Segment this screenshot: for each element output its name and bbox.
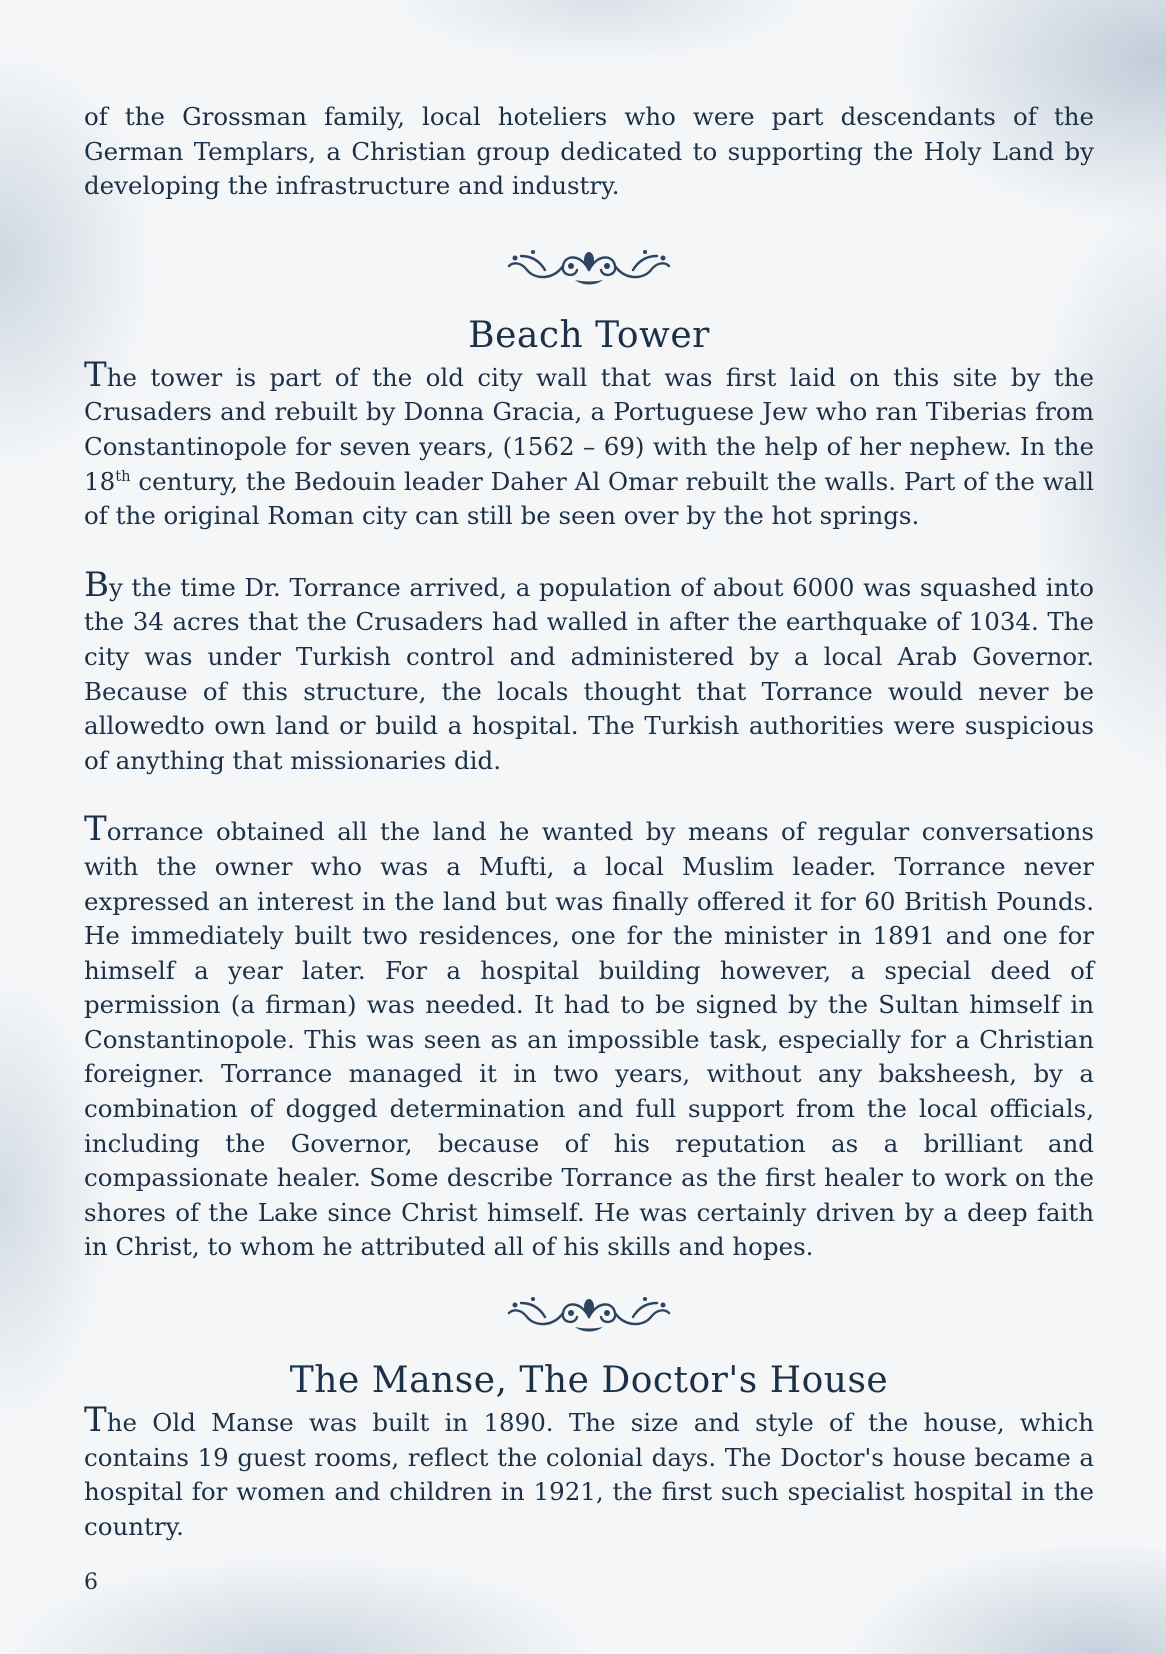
intro-paragraph: of the Grossman family, local hoteliers who were part descendants of the German Templars, a Christian group dedicated to supporting the Holy Land by developing the infrastructure and industry. — [84, 102, 1094, 201]
section-beach-tower — [84, 240, 1094, 1265]
drop-cap: T — [84, 354, 107, 395]
drop-cap: T — [84, 809, 107, 850]
floral-divider-icon — [84, 1287, 1094, 1335]
ordinal-suffix: th — [115, 467, 131, 485]
paragraph: The Old Manse was built in 1890. The size and style of the house, which contains 19 guest rooms, reflect the colonial days. The Doctor's house became a hospital for women and children in 1921, the first such specialist hospital in the country. — [84, 1400, 1094, 1541]
paragraph: By the time Dr. Torrance arrived, a population of about 6000 was squashed into the 34 acres that the Crusaders had walled in after the earthquake of 1034. The city was under Turkish control and administered by a local Arab Governor. Because of this structure, the locals thought that Torrance would never be allowedto own land or build a hospital. The Turkish authorities were suspicious of anything that missionaries did. — [84, 564, 1094, 775]
floral-divider-icon — [84, 240, 1094, 288]
section-title: Beach Tower — [468, 314, 710, 356]
page-content — [84, 100, 1094, 1544]
page-number: 6 — [84, 1570, 98, 1595]
drop-cap: B — [84, 564, 109, 605]
paragraph: The tower is part of the old city wall that was first laid on this site by the Crusaders and rebuilt by Donna Gracia, a Portuguese Jew who ran Tiberias from Constantinopole for seven years, (1562 – 69) with the help of her nephew. In the 18th century, the Bedouin leader Daher Al Omar rebuilt the walls. Part of the wall of the original Roman city can still be seen over by the hot springs. — [84, 354, 1094, 531]
section-title: The Manse, The Doctor's House — [289, 1360, 889, 1402]
section-manse — [84, 1287, 1094, 1544]
drop-cap: T — [84, 1400, 107, 1441]
paragraph: Torrance obtained all the land he wanted by means of regular conversations with the owner who was a Mufti, a local Muslim leader. Torrance never expressed an interest in the land but was finally offered it for 60 British Pounds. He immediately built two residences, one for the minister in 1891 and one for himself a year later. For a hospital building however, a special deed of permission (a firman) was needed. It had to be signed by the Sultan himself in Constantinopole. This was seen as an impossible task, especially for a Christian foreigner. Torrance managed it in two years, without any baksheesh, by a combination of dogged determination and full support from the local officials, including the Governor, because of his reputation as a brilliant and compassionate healer. Some describe Torrance as the first healer to work on the shores of the Lake since Christ himself. He was certainly driven by a deep faith in Christ, to whom he attributed all of his skills and hopes. — [84, 809, 1094, 1262]
